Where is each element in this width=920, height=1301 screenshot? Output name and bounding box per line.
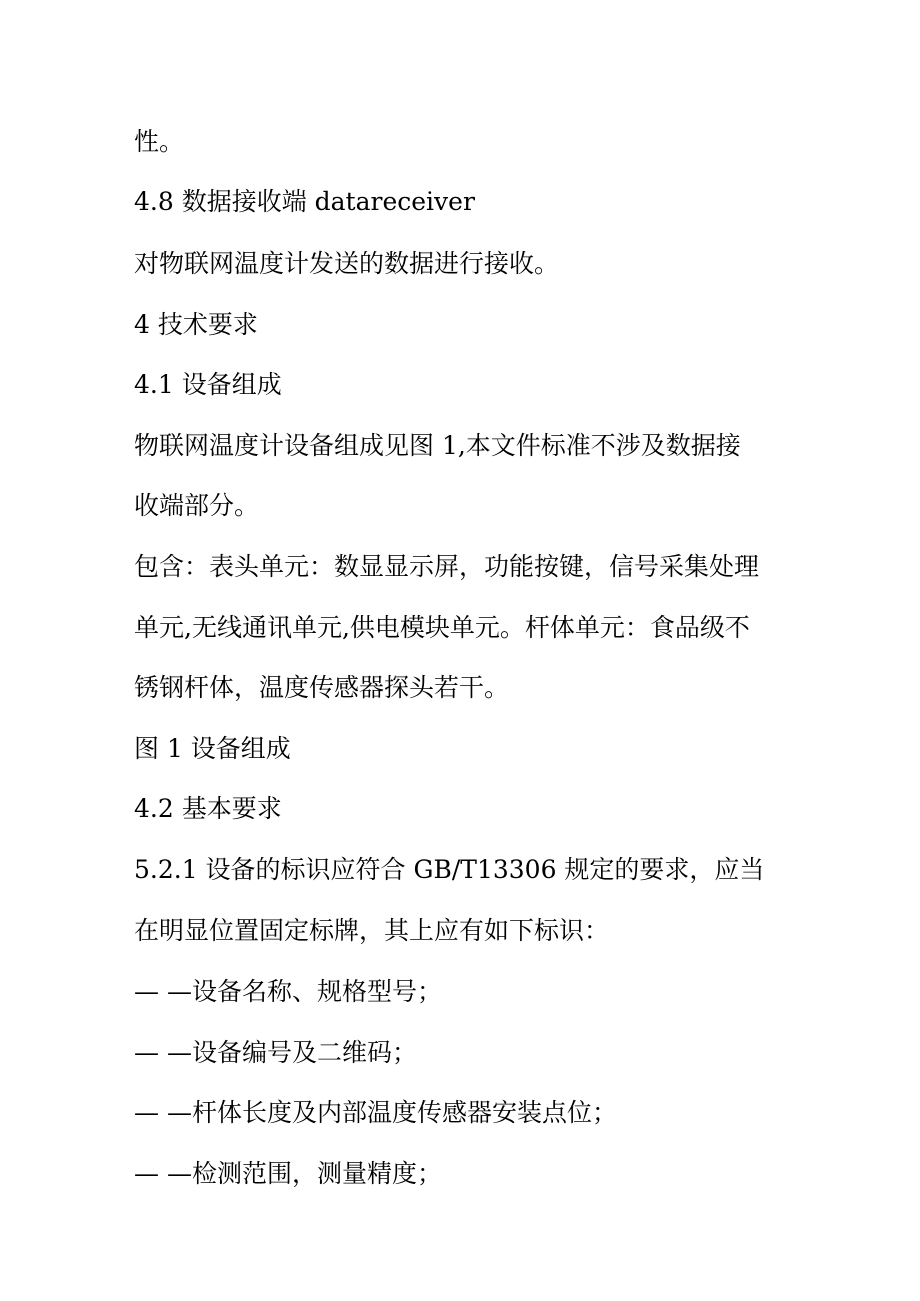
text-line-1: 性。	[134, 127, 185, 156]
section-heading-4-8: 4.8 数据接收端 datareceiver	[134, 187, 475, 216]
text-line-8: 包含：表头单元：数显显示屏，功能按键，信号采集处理	[134, 552, 760, 581]
list-item-2: — —设备编号及二维码；	[134, 1038, 417, 1067]
text-line-3: 对物联网温度计发送的数据进行接收。	[134, 249, 560, 278]
figure-caption: 图 1 设备组成	[134, 734, 291, 763]
text-line-6: 物联网温度计设备组成见图 1,本文件标准不涉及数据接	[134, 431, 741, 460]
list-item-1: — —设备名称、规格型号；	[134, 977, 442, 1006]
text-line-10: 锈钢杆体，温度传感器探头若干。	[134, 673, 510, 702]
section-heading-4-2: 4.2 基本要求	[134, 794, 282, 823]
text-line-9: 单元,无线通讯单元,供电模块单元。杆体单元：食品级不	[134, 613, 750, 642]
section-heading-4-1: 4.1 设备组成	[134, 370, 282, 399]
text-line-13: 5.2.1 设备的标识应符合 GB/T13306 规定的要求，应当	[134, 855, 765, 884]
section-heading-4: 4 技术要求	[134, 310, 258, 339]
text-line-7: 收端部分。	[134, 491, 260, 520]
list-item-3: — —杆体长度及内部温度传感器安装点位；	[134, 1098, 617, 1127]
text-line-14: 在明显位置固定标牌，其上应有如下标识：	[134, 916, 610, 945]
list-item-4: — —检测范围，测量精度；	[134, 1159, 442, 1188]
